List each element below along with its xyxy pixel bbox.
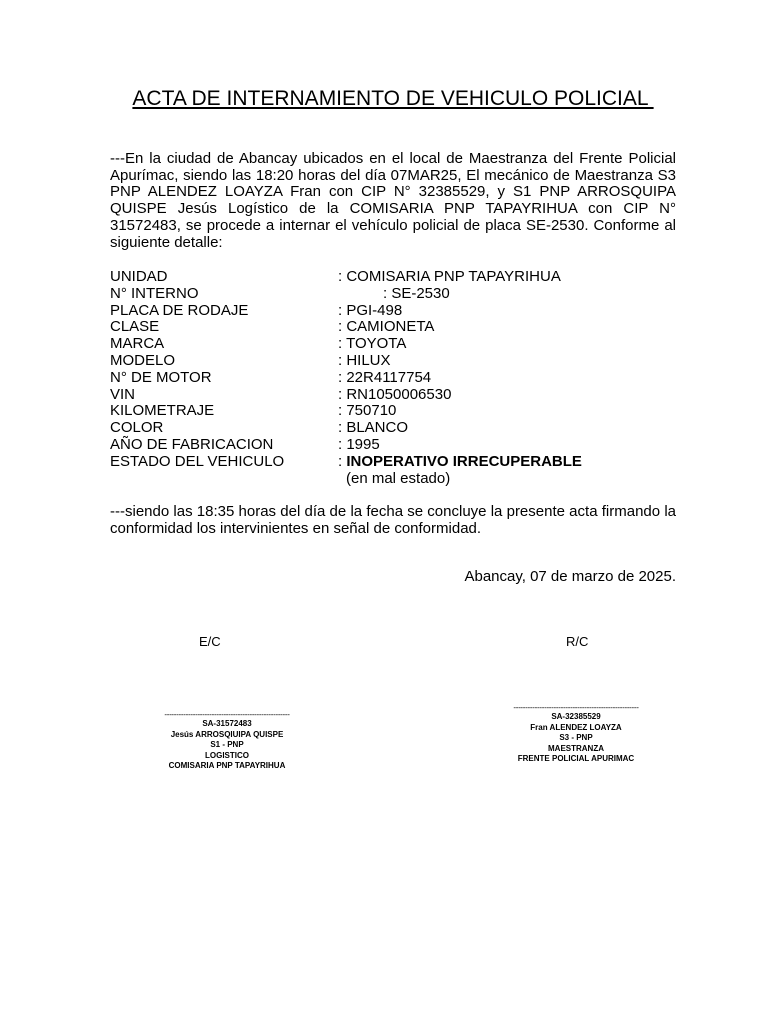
detail-label: MARCA (110, 335, 165, 353)
detail-value: : 22R4117754 (338, 368, 432, 386)
detail-value: : 1995 (338, 435, 380, 453)
vehicle-details (110, 269, 676, 487)
detail-value: : SE-2530 (383, 284, 450, 302)
detail-row-motor (110, 370, 676, 387)
detail-row-clase (110, 319, 676, 336)
detail-value: : TOYOTA (338, 335, 407, 353)
closing-paragraph: ---siendo las 18:35 horas del día de la fecha se concluye la presente acta firmando la conformidad los intervinientes en señal de conformidad. (110, 503, 676, 537)
detail-value: : BLANCO (338, 419, 409, 437)
detail-label: MODELO (110, 351, 176, 369)
detail-label-empty (110, 471, 338, 488)
detail-row-status-note (110, 471, 676, 488)
signature-unit: FRENTE POLICIAL APURIMAC (517, 754, 635, 763)
vehicle-status: INOPERATIVO IRRECUPERABLE (346, 452, 582, 470)
signature-position: LOGISTICO (205, 750, 249, 760)
detail-label: COLOR (110, 419, 164, 437)
detail-row-estado (110, 454, 676, 471)
signature-id: SA-32385529 (551, 712, 601, 721)
signature-unit: COMISARIA PNP TAPAYRIHUA (168, 761, 286, 770)
detail-row-modelo (110, 353, 676, 370)
detail-row-placa (110, 303, 676, 320)
signature-id: SA-31572483 (202, 719, 252, 728)
detail-label: PLACA DE RODAJE (110, 301, 249, 319)
detail-value-prefix: : (338, 452, 347, 470)
detail-value: : HILUX (338, 351, 391, 369)
detail-label: CLASE (110, 318, 160, 336)
detail-value: : COMISARIA PNP TAPAYRIHUA (338, 268, 561, 285)
detail-label: VIN (110, 385, 136, 403)
detail-label: N° DE MOTOR (110, 368, 212, 386)
detail-row-marca (110, 336, 676, 353)
detail-value: : 750710 (338, 402, 397, 420)
detail-row-color (110, 420, 676, 437)
detail-value: : PGI-498 (338, 301, 403, 319)
detail-row-unidad (110, 269, 676, 286)
detail-value: : RN1050006530 (338, 385, 452, 403)
signature-role-right: R/C (566, 634, 589, 649)
signature-line: ----------------------------------------------------- (513, 703, 639, 712)
detail-label: KILOMETRAJE (110, 402, 215, 420)
signature-role-left: E/C (199, 634, 221, 649)
detail-row-kilometraje (110, 403, 676, 420)
intro-paragraph: ---En la ciudad de Abancay ubicados en el local de Maestranza del Frente Policial Apurímac, siendo las 18:20 horas del día 07MAR25, El mecánico de Maestranza S3 PNP ALENDEZ LOAYZA Fran con CIP N° 32385529, y S1 PNP ARROSQUIPA QUISPE Jesús Logístico de la COMISARIA PNP TAPAYRIHUA con CIP N° 31572483, se procede a internar el vehículo policial de placa SE-2530. Conforme al siguiente detalle: (110, 150, 676, 251)
signature-line: ----------------------------------------------------- (164, 710, 290, 719)
detail-label: AÑO DE FABRICACION (110, 435, 274, 453)
detail-label: ESTADO DEL VEHICULO (110, 452, 285, 470)
detail-value: : CAMIONETA (338, 318, 435, 336)
document-title: ACTA DE INTERNAMIENTO DE VEHICULO POLICIAL (132, 87, 654, 110)
detail-row-vin (110, 387, 676, 404)
signature-name: Fran ALENDEZ LOAYZA (530, 722, 622, 732)
detail-label: UNIDAD (110, 268, 168, 285)
detail-value-wrapper (338, 454, 582, 471)
signature-block-right (476, 704, 676, 765)
detail-label: N° INTERNO (110, 284, 199, 302)
detail-row-interno (110, 286, 676, 303)
signature-position: MAESTRANZA (548, 743, 604, 753)
place-date: Abancay, 07 de marzo de 2025. (464, 568, 676, 585)
signature-rank: S3 - PNP (559, 733, 593, 742)
status-note: (en mal estado) (346, 469, 451, 487)
signature-name: Jesús ARROSQIUIPA QUISPE (170, 729, 284, 739)
signature-rank: S1 - PNP (210, 740, 244, 749)
detail-row-anio (110, 437, 676, 454)
signature-block-left (127, 711, 327, 772)
